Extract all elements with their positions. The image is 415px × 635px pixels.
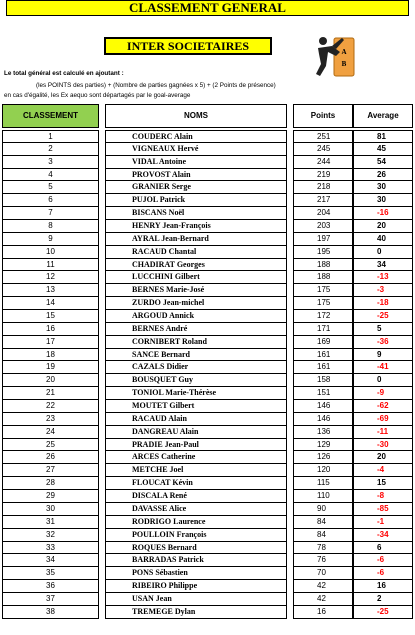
- name-cell: TREMEGE Dylan: [105, 606, 287, 619]
- average-cell: 20: [353, 220, 413, 233]
- average-cell: 2: [353, 593, 413, 606]
- table-row: [0, 143, 415, 156]
- table-row: [0, 246, 415, 259]
- rank-cell: 36: [2, 580, 99, 593]
- name-cell: ARGOUD Annick: [105, 310, 287, 323]
- table-row: [0, 400, 415, 413]
- header-rank: CLASSEMENT: [2, 104, 99, 128]
- name-cell: PUJOL Patrick: [105, 194, 287, 207]
- average-cell: -1: [353, 516, 413, 529]
- table-row: [0, 297, 415, 310]
- rank-cell: 16: [2, 323, 99, 336]
- name-cell: PROVOST Alain: [105, 169, 287, 182]
- average-cell: -6: [353, 567, 413, 580]
- rank-cell: 3: [2, 156, 99, 169]
- points-cell: 251: [293, 130, 353, 143]
- rank-cell: 25: [2, 439, 99, 452]
- average-cell: -13: [353, 271, 413, 284]
- average-cell: 45: [353, 143, 413, 156]
- table-row: [0, 593, 415, 606]
- table-row: [0, 207, 415, 220]
- table-row: [0, 310, 415, 323]
- rank-cell: 21: [2, 387, 99, 400]
- name-cell: COUDERC Alain: [105, 130, 287, 143]
- points-cell: 90: [293, 503, 353, 516]
- average-cell: 20: [353, 451, 413, 464]
- points-cell: 175: [293, 297, 353, 310]
- rank-cell: 17: [2, 336, 99, 349]
- name-cell: VIDAL Antoine: [105, 156, 287, 169]
- table-row: [0, 194, 415, 207]
- note-tie-break: en cas d'égalité, les Ex aequo sont départagés par le goal-average: [4, 92, 191, 99]
- rank-cell: 12: [2, 271, 99, 284]
- average-cell: 0: [353, 374, 413, 387]
- rank-cell: 2: [2, 143, 99, 156]
- table-row: [0, 413, 415, 426]
- points-cell: 70: [293, 567, 353, 580]
- table-row: [0, 554, 415, 567]
- points-cell: 203: [293, 220, 353, 233]
- average-cell: -85: [353, 503, 413, 516]
- name-cell: ZURDO Jean-michel: [105, 297, 287, 310]
- points-cell: 217: [293, 194, 353, 207]
- average-cell: -16: [353, 207, 413, 220]
- points-cell: 16: [293, 606, 353, 619]
- average-cell: 15: [353, 477, 413, 490]
- rank-cell: 35: [2, 567, 99, 580]
- rank-cell: 14: [2, 297, 99, 310]
- rank-cell: 6: [2, 194, 99, 207]
- name-cell: LUCCHINI Gilbert: [105, 271, 287, 284]
- average-cell: -41: [353, 361, 413, 374]
- points-cell: 195: [293, 246, 353, 259]
- average-cell: -3: [353, 284, 413, 297]
- header-names: NOMS: [105, 104, 287, 128]
- average-cell: 30: [353, 194, 413, 207]
- average-cell: -25: [353, 606, 413, 619]
- ranking-table: [0, 130, 415, 619]
- points-cell: 84: [293, 529, 353, 542]
- points-cell: 218: [293, 181, 353, 194]
- rank-cell: 20: [2, 374, 99, 387]
- rank-cell: 13: [2, 284, 99, 297]
- name-cell: METCHE Joel: [105, 464, 287, 477]
- rank-cell: 11: [2, 259, 99, 272]
- average-cell: 16: [353, 580, 413, 593]
- average-cell: -62: [353, 400, 413, 413]
- table-row: [0, 529, 415, 542]
- average-cell: 81: [353, 130, 413, 143]
- points-cell: 219: [293, 169, 353, 182]
- name-cell: VIGNEAUX Hervé: [105, 143, 287, 156]
- points-cell: 172: [293, 310, 353, 323]
- average-cell: -9: [353, 387, 413, 400]
- name-cell: CAZALS Didier: [105, 361, 287, 374]
- name-cell: MOUTET Gilbert: [105, 400, 287, 413]
- points-cell: 188: [293, 271, 353, 284]
- average-cell: -18: [353, 297, 413, 310]
- points-cell: 136: [293, 426, 353, 439]
- header-average: Average: [353, 104, 413, 128]
- points-cell: 110: [293, 490, 353, 503]
- name-cell: BOUSQUET Guy: [105, 374, 287, 387]
- rank-cell: 7: [2, 207, 99, 220]
- average-cell: 54: [353, 156, 413, 169]
- page-title-banner: [6, 0, 409, 16]
- name-cell: HENRY Jean-François: [105, 220, 287, 233]
- rank-cell: 34: [2, 554, 99, 567]
- table-row: [0, 336, 415, 349]
- table-row: [0, 220, 415, 233]
- name-cell: SANCE Bernard: [105, 349, 287, 362]
- table-row: [0, 284, 415, 297]
- average-cell: -36: [353, 336, 413, 349]
- rank-cell: 8: [2, 220, 99, 233]
- average-cell: -69: [353, 413, 413, 426]
- points-cell: 42: [293, 593, 353, 606]
- name-cell: PRADIE Jean-Paul: [105, 439, 287, 452]
- name-cell: CORNIBERT Roland: [105, 336, 287, 349]
- rank-cell: 4: [2, 169, 99, 182]
- name-cell: GRANIER Serge: [105, 181, 287, 194]
- points-cell: 120: [293, 464, 353, 477]
- average-cell: 0: [353, 246, 413, 259]
- name-cell: RACAUD Chantal: [105, 246, 287, 259]
- rank-cell: 18: [2, 349, 99, 362]
- table-row: [0, 271, 415, 284]
- rank-cell: 15: [2, 310, 99, 323]
- name-cell: BARRADAS Patrick: [105, 554, 287, 567]
- club-logo-icon: [312, 32, 362, 78]
- table-row: [0, 259, 415, 272]
- average-cell: -6: [353, 554, 413, 567]
- average-cell: 5: [353, 323, 413, 336]
- rank-cell: 27: [2, 464, 99, 477]
- table-row: [0, 374, 415, 387]
- average-cell: -25: [353, 310, 413, 323]
- logo-letter-b: B: [341, 60, 347, 68]
- points-cell: 188: [293, 259, 353, 272]
- rank-cell: 10: [2, 246, 99, 259]
- name-cell: RACAUD Alain: [105, 413, 287, 426]
- rank-cell: 28: [2, 477, 99, 490]
- average-cell: -30: [353, 439, 413, 452]
- points-cell: 126: [293, 451, 353, 464]
- points-cell: 78: [293, 542, 353, 555]
- average-cell: 30: [353, 181, 413, 194]
- name-cell: DAVASSE Alice: [105, 503, 287, 516]
- table-row: [0, 181, 415, 194]
- average-cell: 40: [353, 233, 413, 246]
- average-cell: 6: [353, 542, 413, 555]
- table-row: [0, 516, 415, 529]
- rank-cell: 31: [2, 516, 99, 529]
- rank-cell: 38: [2, 606, 99, 619]
- points-cell: 146: [293, 400, 353, 413]
- rank-cell: 19: [2, 361, 99, 374]
- rank-cell: 32: [2, 529, 99, 542]
- rank-cell: 26: [2, 451, 99, 464]
- points-cell: 84: [293, 516, 353, 529]
- points-cell: 161: [293, 361, 353, 374]
- name-cell: USAN Jean: [105, 593, 287, 606]
- subtitle-banner: [104, 37, 272, 55]
- table-row: [0, 464, 415, 477]
- table-row: [0, 426, 415, 439]
- name-cell: RIBEIRO Philippe: [105, 580, 287, 593]
- table-row: [0, 580, 415, 593]
- name-cell: BISCANS Noël: [105, 207, 287, 220]
- points-cell: 158: [293, 374, 353, 387]
- logo-letter-a: A: [341, 48, 347, 56]
- points-cell: 175: [293, 284, 353, 297]
- rank-cell: 5: [2, 181, 99, 194]
- name-cell: ROQUES Bernard: [105, 542, 287, 555]
- points-cell: 171: [293, 323, 353, 336]
- table-row: [0, 451, 415, 464]
- rank-cell: 33: [2, 542, 99, 555]
- name-cell: TONIOL Marie-Thérèse: [105, 387, 287, 400]
- name-cell: AYRAL Jean-Bernard: [105, 233, 287, 246]
- average-cell: -4: [353, 464, 413, 477]
- table-row: [0, 490, 415, 503]
- table-row: [0, 156, 415, 169]
- rank-cell: 9: [2, 233, 99, 246]
- table-row: [0, 169, 415, 182]
- name-cell: BERNES Marie-José: [105, 284, 287, 297]
- points-cell: 244: [293, 156, 353, 169]
- rank-cell: 24: [2, 426, 99, 439]
- average-cell: -11: [353, 426, 413, 439]
- points-cell: 161: [293, 349, 353, 362]
- table-row: [0, 477, 415, 490]
- table-row: [0, 439, 415, 452]
- rank-cell: 30: [2, 503, 99, 516]
- average-cell: -34: [353, 529, 413, 542]
- table-row: [0, 542, 415, 555]
- rank-cell: 23: [2, 413, 99, 426]
- points-cell: 197: [293, 233, 353, 246]
- table-row: [0, 349, 415, 362]
- name-cell: BERNES André: [105, 323, 287, 336]
- points-cell: 76: [293, 554, 353, 567]
- note-title: Le total général est calculé en ajoutant :: [4, 70, 124, 77]
- name-cell: PONS Sébastien: [105, 567, 287, 580]
- average-cell: 26: [353, 169, 413, 182]
- subtitle: INTER SOCIETAIRES: [126, 39, 250, 53]
- name-cell: FLOUCAT Kévin: [105, 477, 287, 490]
- table-row: [0, 503, 415, 516]
- name-cell: DANGREAU Alain: [105, 426, 287, 439]
- table-row: [0, 233, 415, 246]
- average-cell: -8: [353, 490, 413, 503]
- points-cell: 115: [293, 477, 353, 490]
- name-cell: ARCES Catherine: [105, 451, 287, 464]
- points-cell: 245: [293, 143, 353, 156]
- rank-cell: 37: [2, 593, 99, 606]
- points-cell: 42: [293, 580, 353, 593]
- points-cell: 169: [293, 336, 353, 349]
- table-row: [0, 387, 415, 400]
- page-title: CLASSEMENT GENERAL: [129, 0, 286, 15]
- average-cell: 9: [353, 349, 413, 362]
- average-cell: 34: [353, 259, 413, 272]
- rank-cell: 29: [2, 490, 99, 503]
- table-row: [0, 361, 415, 374]
- name-cell: DISCALA René: [105, 490, 287, 503]
- points-cell: 204: [293, 207, 353, 220]
- name-cell: RODRIGO Laurence: [105, 516, 287, 529]
- points-cell: 146: [293, 413, 353, 426]
- table-row: [0, 130, 415, 143]
- rank-cell: 22: [2, 400, 99, 413]
- note-formula: (les POINTS des parties) + (Nombre de parties gagnées x 5) + (2 Points de présence): [36, 82, 276, 89]
- table-row: [0, 323, 415, 336]
- header-points: Points: [293, 104, 353, 128]
- table-row: [0, 567, 415, 580]
- points-cell: 129: [293, 439, 353, 452]
- name-cell: CHADIRAT Georges: [105, 259, 287, 272]
- name-cell: POULLOIN François: [105, 529, 287, 542]
- points-cell: 151: [293, 387, 353, 400]
- table-row: [0, 606, 415, 619]
- rank-cell: 1: [2, 130, 99, 143]
